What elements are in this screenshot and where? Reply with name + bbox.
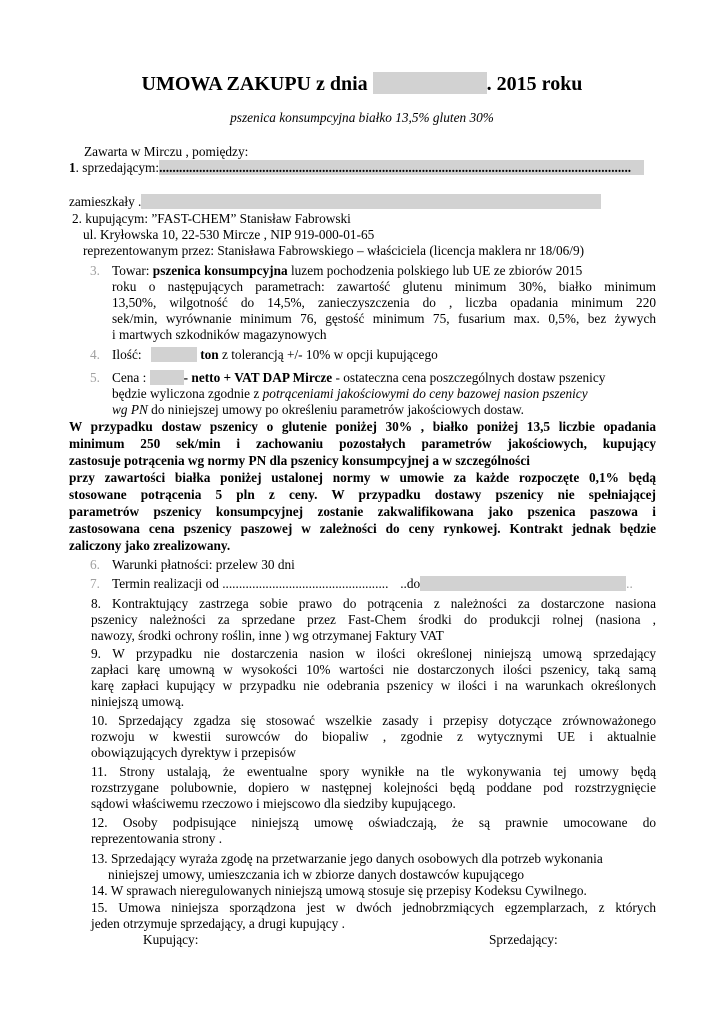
clause9-line-3: karę zapłaci kupujący w przypadku nie odebrania pszenicy w ilości i na warunkach określonych: [91, 678, 656, 693]
item7-line: [90, 576, 633, 591]
clause12-line-1: 12. Osoby podpisujące niniejszą umowę oświadczają, że są prawnie umocowane do: [91, 815, 656, 830]
clause13-line-1: 13. Sprzedający wyraża zgodę na przetwarzanie jego danych osobowych dla potrzeb wykonania: [91, 851, 603, 866]
bold-line-6: parametrów pszenicy konsumpcyjnej zostanie zakwalifikowana jako pszenica paszowa i: [69, 504, 656, 519]
clause10-line-2: rozwoju w kwestii surowców do biopaliw , zgodnie z wytycznymi UE i aktualnie: [91, 729, 656, 744]
item7-end: ..: [626, 576, 633, 591]
item3-text-a: Towar:: [112, 263, 153, 278]
residence-label: zamieszkały .: [69, 194, 142, 209]
item4-rest: z tolerancją +/- 10% w opcji kupującego: [218, 347, 438, 362]
bold-line-2: minimum 250 sek/min i zachowaniu pozostałych parametrów jakościowych, kupujący: [69, 436, 656, 451]
bold-line-3: zastosuje potrącenia wg normy PN dla pszenicy konsumpcyjnej a w szczególności: [69, 453, 530, 468]
clause9-line-2: zapłaci karę umowną w wysokości 10% wartości nie dostarczonych ilości pszenicy, taką samą: [91, 662, 656, 677]
item6-line: [90, 557, 295, 572]
clause14-line-1: 14. W sprawach nieregulowanych niniejszą umową stosuje się przepisy Kodeksu Cywilnego.: [91, 883, 587, 898]
item5-l2-b: potrąceniami jakościowymi do ceny bazowej nasion pszenicy: [262, 386, 588, 401]
item3-line-4: sek/min, wyrównanie minimum 76, gęstość minimum 75, fusarium max. 0,5%, bez żywych: [112, 311, 656, 326]
item5-line-2: [112, 386, 588, 401]
item3-line-1: [90, 263, 582, 278]
bold-line-7: zastosowana cena pszenicy paszowej w zależności do ceny rynkowej. Kontrakt jednak będzie: [69, 521, 656, 536]
item5-text: - ostateczna cena poszczególnych dostaw pszenicy: [332, 370, 606, 385]
item5-l3-a: wg PN: [112, 402, 148, 417]
item4-label: Ilość:: [112, 347, 142, 362]
item4-line: [90, 347, 438, 362]
item7-number: 7.: [90, 576, 100, 591]
clause12-line-2: reprezentowania strony .: [91, 831, 223, 846]
item3-product: pszenica konsumpcyjna: [152, 263, 288, 278]
redacted-seller-name: ..............................................................................................................................................: [159, 160, 644, 175]
item5-l3-b: do niniejszej umowy po określeniu parametrów jakościowych dostaw.: [147, 402, 525, 417]
seller-number: 1: [69, 160, 76, 175]
seller-label: . sprzedającym:: [75, 160, 160, 175]
seller-signature-label: Sprzedający:: [489, 932, 558, 947]
buyer-line-1: 2. kupującym: ”FAST-CHEM” Stanisław Fabrowski: [72, 211, 351, 226]
item6-text: Warunki płatności: przelew 30 dni: [112, 557, 295, 572]
clause9-line-1: 9. W przypadku nie dostarczenia nasion w ilości określonej niniejszą umową sprzedający: [91, 646, 656, 661]
item3-line-2: roku o następujących parametrach: zawartość glutenu minimum 30%, białko minimum: [112, 279, 656, 294]
clause8-line-3: nawozy, środki ochrony roślin, inne ) wg otrzymanej Faktury VAT: [91, 628, 444, 643]
clause8-line-2: pszenicy należności za sprzedane przez Fast-Chem środki do produkcji rolnej (nasiona ,: [91, 612, 656, 627]
bold-line-4: przy zawartości białka poniżej ustalonej normy w umowie za każde rozpoczęte 0,1% będą: [69, 470, 656, 485]
clause10-line-3: obowiązujących dyrektyw i przepisów: [91, 745, 296, 760]
clause11-line-3: sądowi właściwemu rzeczowo i miejscowo dla siedziby kupującego.: [91, 796, 456, 811]
redacted-quantity: [151, 347, 197, 362]
item3-number: 3.: [90, 263, 100, 278]
clause11-line-1: 11. Strony ustalają, że ewentualne spory wynikłe na tle wykonywania tej umowy będą: [91, 764, 656, 779]
redacted-date: [373, 72, 487, 94]
residence-line: [69, 194, 601, 209]
item3-line-5: i martwych szkodników magazynowych: [112, 327, 327, 342]
page-title: [0, 72, 724, 96]
item6-number: 6.: [90, 557, 100, 572]
clause10-line-1: 10. Sprzedający zgadza się stosować wszelkie zasady i przepisy dotyczące zrównoważonego: [91, 713, 656, 728]
clause9-line-4: niniejszą umową.: [91, 694, 185, 709]
item7-label: Termin realizacji od: [112, 576, 223, 591]
item5-line-3: [112, 402, 524, 417]
buyer-line-2: ul. Kryłowska 10, 22-530 Mircze , NIP 919-000-01-65: [83, 227, 375, 242]
intro: Zawarta w Mirczu , pomiędzy:: [84, 144, 249, 159]
item3-text-c: luzem pochodzenia polskiego lub UE ze zbiorów 2015: [287, 263, 583, 278]
item4-unit: ton: [200, 347, 219, 362]
subtitle: pszenica konsumpcyjna białko 13,5% gluten 30%: [230, 110, 494, 125]
item5-terms: - netto + VAT DAP Mircze: [183, 370, 333, 385]
redacted-address: [141, 194, 601, 209]
bold-line-5: stosowane potrącenia 5 pln z ceny. W przypadku dostawy pszenicy nie spełniającej: [69, 487, 656, 502]
item4-number: 4.: [90, 347, 100, 362]
title-prefix: UMOWA ZAKUPU z dnia: [141, 73, 368, 95]
title-suffix: . 2015 roku: [486, 73, 583, 95]
clause15-line-1: 15. Umowa niniejsza sporządzona jest w dwóch jednobrzmiących egzemplarzach, z których: [91, 900, 656, 915]
item5-line-1: [90, 370, 605, 385]
item7-dots: ..................................................: [222, 576, 389, 591]
clause8-line-1: 8. Kontraktujący zastrzega sobie prawo do potrącenia z należności za dostarczone nasiona: [91, 596, 656, 611]
seller-line: [69, 160, 644, 175]
item3-line-3: 13,50%, wilgotność do 14,5%, zanieczyszczenia do , liczba opadania minimum 220: [112, 295, 656, 310]
item5-l2-a: będzie wyliczona zgodnie z: [112, 386, 263, 401]
bold-line-8: zaliczony jako zrealizowany.: [69, 538, 231, 553]
buyer-signature-label: Kupujący:: [143, 932, 199, 947]
redacted-end-date: [420, 576, 626, 591]
item5-label: Cena :: [112, 370, 150, 385]
clause11-line-2: rozstrzygane polubownie, dopiero w następnej kolejności będą poddane pod rozstrzygnięcie: [91, 780, 656, 795]
buyer-line-3: reprezentowanym przez: Stanisława Fabrowskiego – właściciela (licencja maklera nr 18/06/9): [83, 243, 585, 258]
clause13-line-2: niniejszej umowy, umieszczania ich w zbiorze danych dostawców kupującego: [108, 867, 524, 882]
item7-mid: ..do: [400, 576, 421, 591]
clause15-line-2: jeden otrzymuje sprzedający, a drugi kupujący .: [91, 916, 345, 931]
bold-line-1: W przypadku dostaw pszenicy o glutenie poniżej 30% , białko poniżej 13,5 liczbie opadania: [69, 419, 656, 434]
item5-number: 5.: [90, 370, 100, 385]
redacted-price: [150, 370, 184, 385]
